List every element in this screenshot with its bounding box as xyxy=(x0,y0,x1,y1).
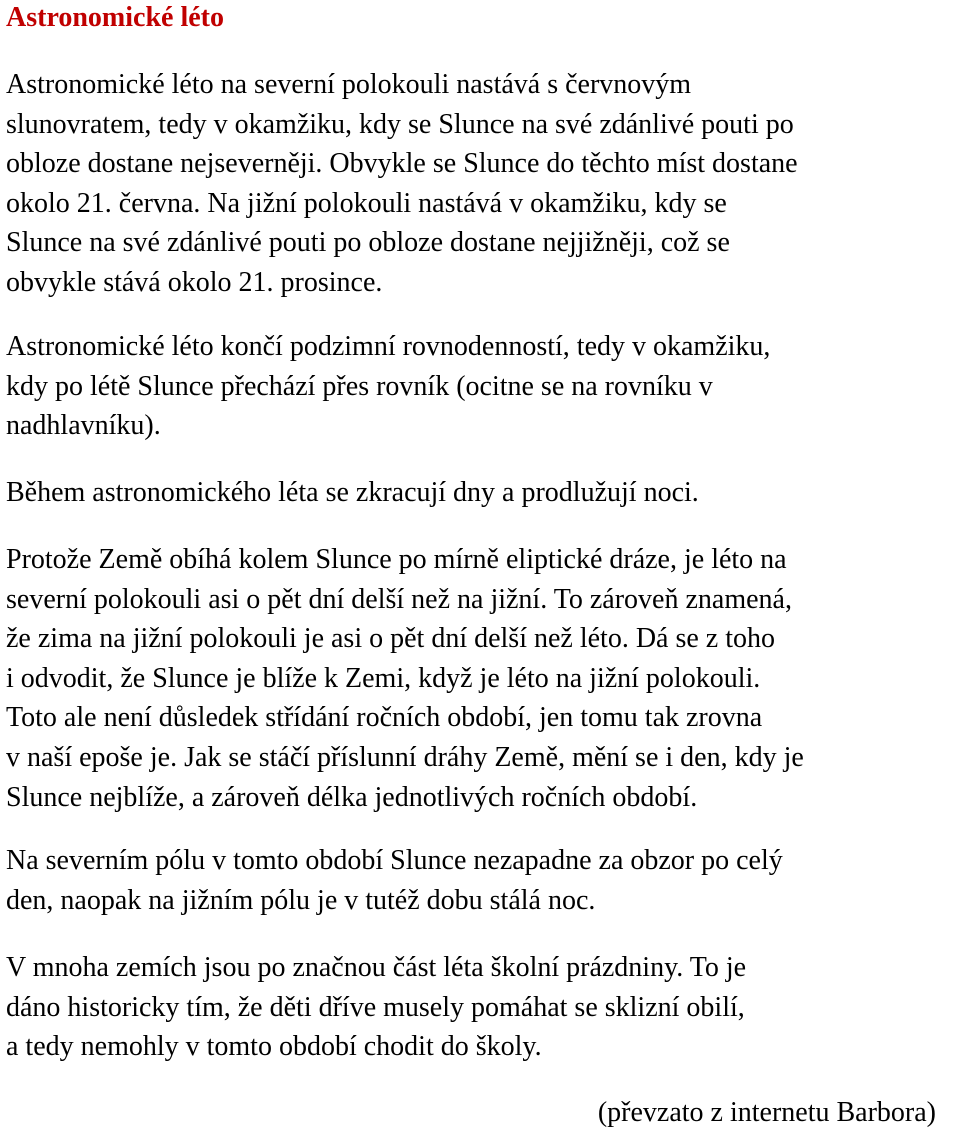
text-line: Během astronomického léta se zkracují dny a prodlužují noci. xyxy=(6,477,699,508)
paragraph-day-length xyxy=(6,473,699,513)
paragraph-summer-end xyxy=(6,327,770,446)
text-line: slunovratem, tedy v okamžiku, kdy se Slunce na své zdánlivé pouti po xyxy=(6,108,794,140)
text-line: V mnoha zemích jsou po značnou část léta školní prázdniny. To je xyxy=(6,952,747,983)
text-line: a tedy nemohly v tomto období chodit do školy. xyxy=(6,1031,542,1063)
paragraph-school-holidays xyxy=(6,948,746,1067)
paragraph-summer-start xyxy=(6,65,798,303)
source-attribution: (převzato z internetu Barbora) xyxy=(597,1097,936,1128)
text-line: severní polokouli asi o pět dní delší než na jižní. To zároveň znamená, xyxy=(6,583,792,615)
text-line: Slunce nejblíže, a zároveň délka jednotlivých ročních období. xyxy=(6,781,698,813)
text-line: že zima na jižní polokouli je asi o pět dní delší než léto. Dá se z toho xyxy=(6,623,776,655)
text-line: kdy po létě Slunce přechází přes rovník (ocitne se na rovníku v xyxy=(6,370,713,402)
paragraph-poles xyxy=(6,841,783,920)
text-line: obvykle stává okolo 21. prosince. xyxy=(6,266,383,298)
text-line: i odvodit, že Slunce je blíže k Zemi, když je léto na jižní polokouli. xyxy=(6,662,761,694)
text-line: Toto ale není důsledek střídání ročních období, jen tomu tak zrovna xyxy=(6,702,763,734)
text-line: nadhlavníku). xyxy=(6,410,161,442)
text-line: dáno historicky tím, že děti dříve musely pomáhat se sklizní obilí, xyxy=(6,991,745,1023)
text-line: Protože Země obíhá kolem Slunce po mírně eliptické dráze, je léto na xyxy=(6,544,787,575)
text-line: obloze dostane nejseverněji. Obvykle se Slunce do těchto míst dostane xyxy=(6,148,798,180)
page-title: Astronomické léto xyxy=(6,2,224,33)
text-line: Astronomické léto na severní polokouli nastává s červnovým xyxy=(6,69,692,100)
text-line: Na severním pólu v tomto období Slunce nezapadne za obzor po celý xyxy=(6,845,783,876)
text-line: Slunce na své zdánlivé pouti po obloze dostane nejjižněji, což se xyxy=(6,227,730,259)
text-line: Astronomické léto končí podzimní rovnodenností, tedy v okamžiku, xyxy=(6,331,771,362)
text-line: v naší epoše je. Jak se stáčí příslunní dráhy Země, mění se i den, kdy je xyxy=(6,741,804,773)
text-line: okolo 21. června. Na jižní polokouli nastává v okamžiku, kdy se xyxy=(6,187,727,219)
text-line: den, naopak na jižním pólu je v tutéž dobu stálá noc. xyxy=(6,884,596,916)
paragraph-elliptic-orbit xyxy=(6,540,804,817)
